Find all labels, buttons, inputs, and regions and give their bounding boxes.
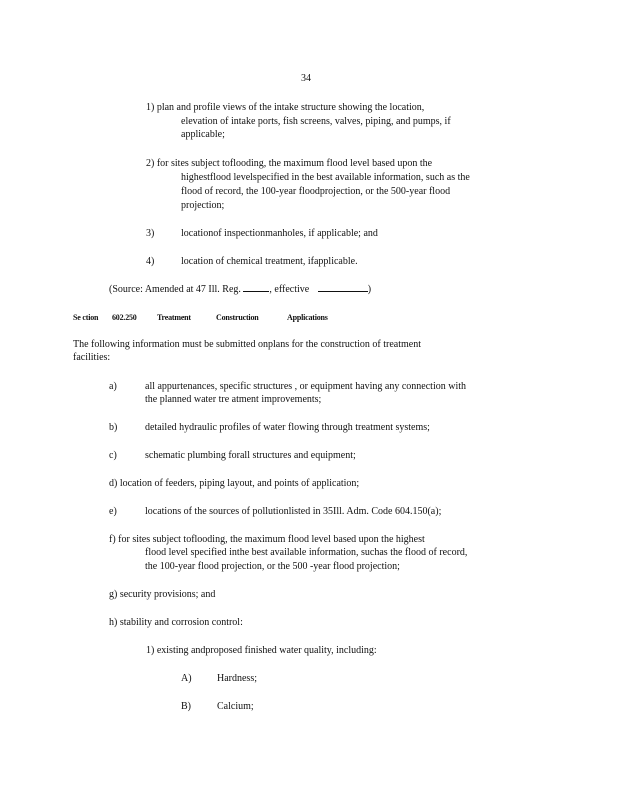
- intro-paragraph: The following information must be submitted onplans for the construction of treatment: [73, 339, 421, 350]
- list-item: locationof inspectionmanholes, if applicable; and: [181, 228, 378, 239]
- list-item-number: e): [109, 506, 117, 517]
- list-item: f) for sites subject toflooding, the maximum flood level based upon the highest: [109, 534, 425, 545]
- section-title-word: Construction: [216, 313, 259, 322]
- sub-sub-item: Hardness;: [217, 673, 257, 684]
- intro-paragraph-continuation: facilities:: [73, 352, 111, 363]
- list-item-continuation: the 100-year flood projection, or the 500 -year flood projection;: [145, 561, 400, 572]
- sub-sub-item: Calcium;: [217, 701, 254, 712]
- list-item: location of chemical treatment, ifapplicable.: [181, 256, 358, 267]
- list-item: 2) for sites subject toflooding, the maximum flood level based upon the: [146, 158, 433, 169]
- effective-date-blank: [318, 282, 368, 292]
- section-title-word: Treatment: [157, 313, 191, 322]
- list-item-continuation: elevation of intake ports, fish screens, valves, piping, and pumps, if: [181, 116, 451, 127]
- source-text: (Source: Amended at 47 Ill. Reg.: [109, 284, 241, 295]
- list-item-continuation: flood of record, the 100-year floodprojection, or the 500-year flood: [181, 186, 451, 197]
- list-item-continuation: flood level specified inthe best available information, suchas the flood of record,: [145, 547, 468, 558]
- list-item-number: 3): [146, 228, 155, 239]
- sub-sub-item-number: A): [181, 673, 192, 684]
- list-item: all appurtenances, specific structures , or equipment having any connection with: [145, 381, 467, 392]
- source-close: ): [367, 284, 372, 295]
- list-item: detailed hydraulic profiles of water flowing through treatment systems;: [145, 422, 430, 433]
- list-item-number: a): [109, 381, 117, 392]
- source-note: [109, 282, 371, 297]
- list-item: h) stability and corrosion control:: [109, 617, 243, 628]
- list-item: d) location of feeders, piping layout, and points of application;: [109, 478, 360, 489]
- list-item-number: b): [109, 422, 118, 433]
- list-item-continuation: the planned water tre atment improvements;: [145, 394, 322, 405]
- list-item-continuation: applicable;: [181, 129, 225, 140]
- section-label: Se ction: [73, 313, 99, 322]
- list-item: g) security provisions; and: [109, 589, 216, 600]
- list-item: schematic plumbing forall structures and equipment;: [145, 450, 356, 461]
- section-title-word: Applications: [287, 313, 328, 322]
- list-item-continuation: projection;: [181, 200, 225, 211]
- list-item-number: 4): [146, 256, 155, 267]
- list-item: 1) plan and profile views of the intake structure showing the location,: [146, 102, 425, 113]
- source-effective: , effective: [269, 284, 310, 295]
- list-item-number: c): [109, 450, 117, 461]
- register-issue-blank: [243, 282, 269, 292]
- sub-sub-item-number: B): [181, 701, 191, 712]
- sub-list-item: 1) existing andproposed finished water quality, including:: [146, 645, 377, 656]
- section-number: 602.250: [112, 313, 137, 322]
- list-item: locations of the sources of pollutionlisted in 35Ill. Adm. Code 604.150(a);: [145, 506, 442, 517]
- page-number: 34: [301, 73, 311, 84]
- list-item-continuation: highestflood levelspecified in the best available information, such as the: [181, 172, 470, 183]
